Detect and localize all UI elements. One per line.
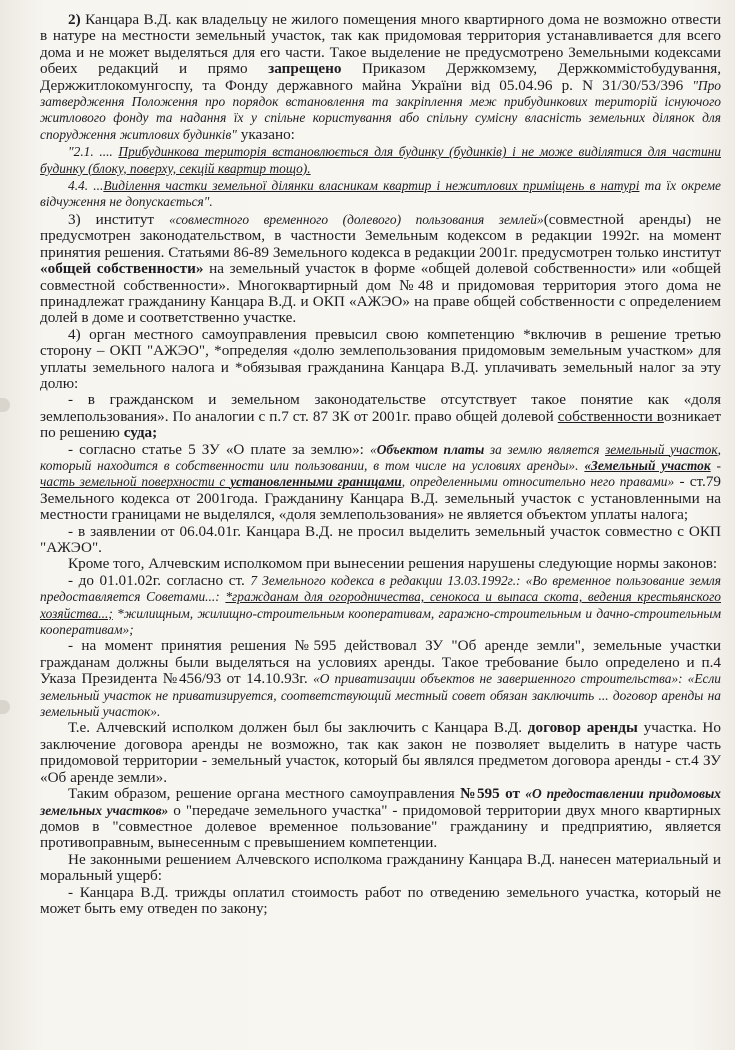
paragraph-6: [40, 442, 721, 524]
text-run: Приказом Держкомзему, Держкоммістобудування, Держжитлокомунгоспу, та Фонду державного майна України від 05.04.96 р. N 31/30/53/396: [40, 60, 721, 94]
paragraph-9: [40, 573, 721, 639]
italic-run: «: [369, 441, 377, 457]
text-run: Т.е. Алчевский исполком должен был бы заключить с Канцара В.Д.: [68, 719, 528, 737]
item-number: 2): [68, 11, 81, 28]
text-run: - ст.79 Земельного кодекса от 2001года. Гражданину Канцара В.Д. земельный участок с установленными на местности границами не выделялся, «доля землепользования» не является объектом уплаты налога;: [40, 473, 722, 524]
italic-run: за землю является: [484, 441, 606, 457]
paragraph-4: 4) орган местного самоуправления превысил свою компетенцию *включив в решение третью сторону – ОКП "АЖЭО", *определяя «долю землепользования придомовым земельным участком» для уплаты земельного налога и *обязывая гражданина Канцара В.Д. уплачивать земельный налог за эту долю:: [40, 325, 721, 392]
text-run: участка. Но заключение договора аренды не возможно, так как закон не позволяет выделить в натуре часть придомовой территории - земельный участок, который бы являлся предметом договора аренды - ст.4 ЗУ «Об аренде земли».: [40, 719, 721, 786]
text-run: "2.1. ....: [68, 144, 119, 160]
italic-run: *жилищным, жилищно-строительным кооперативам, гаражно-строительным и дачно-строительным кооперативам»;: [40, 605, 721, 638]
text-run: та їх окреме відчуження не допускається".: [40, 178, 721, 210]
paragraph-10: [40, 638, 721, 720]
paragraph-2: [40, 12, 721, 143]
italic-run: «совместного временного (долевого) пользования землей»: [169, 211, 544, 227]
text-run: о "передаче земельного участка" - придомовой территории двух много квартирных домов в "совместное долевое временное пользование" гражданину и предприятию, является противоправным, вынесенным с превышением компетенции.: [40, 801, 721, 852]
text-run: озникает по решению: [40, 407, 721, 442]
paragraph-3: [40, 212, 721, 327]
text-run: Таким образом, решение органа местного самоуправления: [68, 785, 461, 803]
punch-hole: [0, 700, 10, 714]
bold-run: запрещено: [268, 60, 342, 78]
text-run: 4.4. ...: [68, 178, 104, 194]
underlined-italic-run: часть земельной поверхности с: [40, 474, 231, 490]
text-run: - до 01.01.02г. согласно ст.: [68, 571, 251, 589]
italic-run: «О приватизации объектов не завершенного строительства»: «Если земельный участок не приватизируется, соответствующий местный совет обязан заключить ... договор аренды на земельный участок».: [40, 671, 721, 720]
bold-run: суда;: [123, 424, 158, 442]
paragraph-14: - Канцара В.Д. трижды оплатил стоимость работ по отведению земельного участка, который не может быть ему отведен по закону;: [40, 883, 721, 917]
bold-underlined-run: установленными границами: [230, 474, 402, 490]
paragraph-13: Не законными решением Алчевского исполкома гражданину Канцара В.Д. нанесен материальный и моральный ущерб:: [40, 850, 721, 885]
bold-italic-run: «О предоставлении придомовых земельных участков»: [40, 786, 722, 818]
underlined-italic-run: земельный участок: [605, 441, 718, 457]
text-run: 3) институт: [68, 210, 170, 228]
text-run: указано:: [236, 125, 295, 143]
italic-run: 7 Земельного кодекса в редакции 13.03.1992г.: «Во временное пользование земля предоставляется Советами...:: [40, 572, 721, 605]
paragraph-11: [40, 720, 721, 786]
quote-2-1: [40, 144, 721, 177]
italic-run: -: [710, 457, 721, 473]
bold-run: договор аренды: [527, 719, 638, 737]
paragraph-7: - в заявлении от 06.04.01г. Канцара В.Д. не просил выделить земельный участок совместно с ОКП "АЖЭО".: [40, 522, 721, 556]
text-run: - в гражданском и земельном законодательстве отсутствует такое понятие как «доля землепользования». По аналогии с п.7 ст. 87 ЗК от 2001г. право общей долевой: [40, 391, 721, 425]
quote-4-4: [40, 178, 721, 211]
bold-underlined-run: «Земельный участок: [584, 457, 711, 473]
text-run: на земельный участок в форме «общей долевой собственности» или «общей совместной собственности». Многоквартирный дом №48 и придомовая территория этого дома не принадлежат гражданину Канцара В.Д. и ОКП «АЖЭО» на праве общей собственности с определением долей в доме и соответственно участке.: [40, 260, 721, 327]
underlined-run: собственности в: [557, 407, 664, 425]
bold-run: «общей собственности»: [40, 260, 204, 278]
text-run: Канцара В.Д. как владельцу не жилого помещения много квартирного дома не возможно отвести в натуре на местности земельный участок, так как придомовая территория устанавливается для всего дома и не может выделяться для его части. Такое выделение не предусмотрено Земельными кодексами обеих редакций и прямо: [40, 11, 721, 78]
italic-run: , который находится в собственности или пользовании, в том числе на условиях аренды».: [40, 441, 721, 473]
italic-run: , определенными относительно него правами»: [401, 474, 675, 490]
punch-hole: [0, 398, 10, 412]
underlined-run: Виділення частки земельної ділянки власникам квартир і нежитлових приміщень в натурі: [103, 178, 640, 194]
paragraph-5: [40, 392, 721, 441]
bold-run: №595 от: [460, 785, 526, 803]
text-run: - на момент принятия решения №595 действовал ЗУ "Об аренде земли", земельные участки гражданам должны были выделяться на условиях аренды. Такое требование было определено и п.4 Указа Президента №456/93 от 14.10.93г.: [40, 637, 721, 688]
text-run: - согласно статье 5 ЗУ «О плате за землю»:: [68, 440, 370, 458]
underlined-run: Прибудинкова територія встановлюється для будинку (будинків) і не може виділятися для частини будинку (блоку, поверху, секцій квартир тощо).: [40, 144, 722, 176]
paragraph-8: Кроме того, Алчевским исполкомом при вынесении решения нарушены следующие нормы законов:: [68, 555, 718, 573]
bold-italic-run: Объектом платы: [376, 441, 485, 457]
text-run: (совместной аренды) не предусмотрен законодательством, в частности Земельным кодексом в редакции 1992г. на момент принятия решения. Статьями 86-89 Земельного кодекса в редакции 2001г. предусмотрен только институт: [40, 210, 721, 261]
underlined-italic-run: *гражданам для огородничества, сенокоса и выпаса скота, ведения крестьянского хозяйства...;: [40, 589, 721, 621]
paragraph-12: [40, 786, 721, 852]
italic-run: "Про затвердження Положення про порядок встановлення та закріплення меж прибудинкових територій існуючого житлового фонду та надання їх у спільне користування або спільну сумісну власність земельних ділянок для спорудження житлових будинків": [40, 77, 721, 142]
